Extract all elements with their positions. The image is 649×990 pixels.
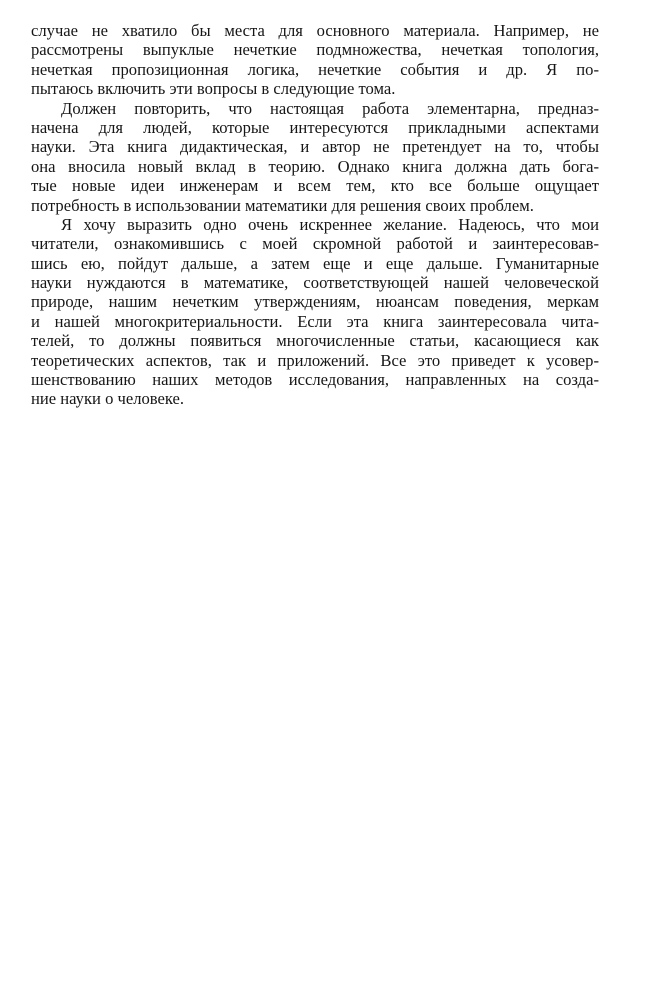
text-line: нечеткая пропозиционная логика, нечеткие события и др. Я по- (31, 59, 599, 79)
paragraph-2 (31, 99, 599, 215)
document-page (31, 21, 599, 409)
text-line: тые новые идеи инженерам и всем тем, кто все больше ощущает (31, 176, 599, 196)
text-line: шись ею, пойдут дальше, а затем еще и еще дальше. Гуманитарные (31, 253, 599, 273)
text-line: начена для людей, которые интересуются прикладными аспектами (31, 117, 599, 137)
text-line: Я хочу выразить одно очень искреннее желание. Надеюсь, что мои (61, 214, 599, 234)
text-line: читатели, ознакомившись с моей скромной работой и заинтересовав- (31, 234, 599, 254)
text-line: рассмотрены выпуклые нечеткие подмножества, нечеткая топология, (31, 40, 599, 60)
paragraph-3 (31, 215, 599, 409)
text-line: Должен повторить, что настоящая работа элементарна, предназ- (61, 98, 599, 118)
text-line: науки. Эта книга дидактическая, и автор не претендует на то, чтобы (31, 137, 599, 157)
text-line: пытаюсь включить эти вопросы в следующие тома. (31, 79, 396, 99)
text-line: ние науки о человеке. (31, 389, 185, 409)
text-line: она вносила новый вклад в теорию. Однако книга должна дать бога- (31, 156, 599, 176)
text-line: и нашей многокритериальности. Если эта книга заинтересовала чита- (31, 311, 599, 331)
text-line: теоретических аспектов, так и приложений. Все это приведет к усовер- (31, 350, 599, 370)
text-line: потребность в использовании математики для решения своих проблем. (31, 195, 534, 215)
text-line: шенствованию наших методов исследования, направленных на созда- (31, 370, 599, 390)
text-line: науки нуждаются в математике, соответствующей нашей человеческой (31, 273, 599, 293)
paragraph-1 (31, 21, 599, 99)
text-line: телей, то должны появиться многочисленные статьи, касающиеся как (31, 331, 599, 351)
text-line: случае не хватило бы места для основного материала. Например, не (31, 21, 599, 40)
text-line: природе, нашим нечетким утверждениям, нюансам поведения, меркам (31, 292, 599, 312)
